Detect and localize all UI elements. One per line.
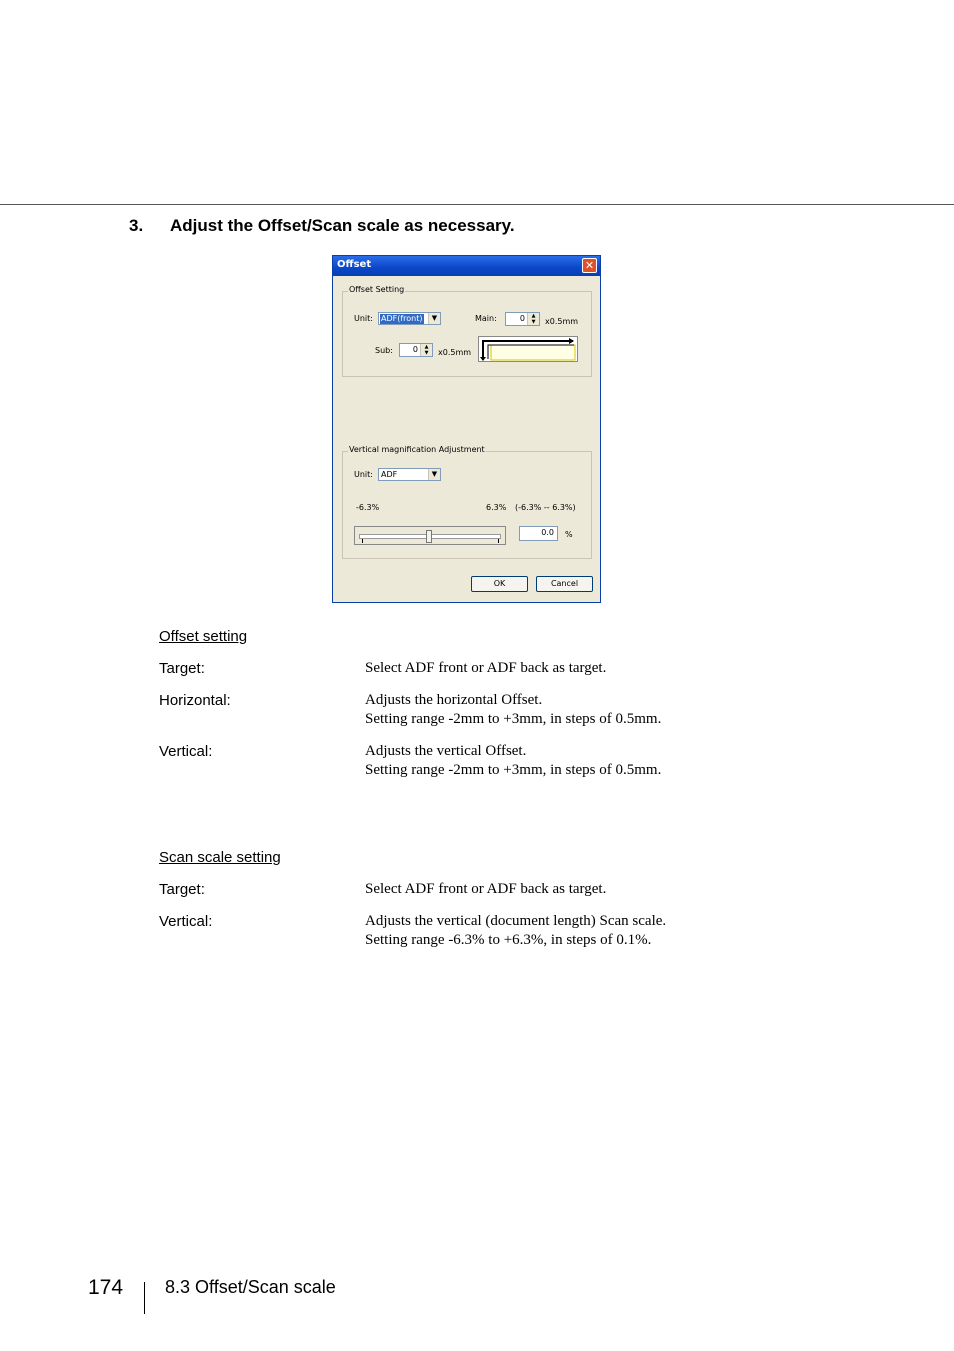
- vm-range-label: (-6.3% -- 6.3%): [515, 503, 576, 512]
- offset-dialog: [332, 255, 601, 603]
- offset-setting-group: [342, 291, 592, 377]
- header-rule: [0, 204, 954, 205]
- chevron-down-icon[interactable]: ▼: [428, 313, 440, 324]
- main-label: Main:: [475, 314, 497, 323]
- offset-vertical-desc: [365, 742, 661, 780]
- step-number: 3.: [129, 216, 144, 235]
- unit-label: Unit:: [354, 314, 373, 323]
- sub-label: Sub:: [375, 346, 393, 355]
- vm-max-label: 6.3%: [486, 503, 507, 512]
- desc-line: Setting range -2mm to +3mm, in steps of 0.5mm.: [365, 762, 662, 778]
- slider-tick: [362, 539, 363, 543]
- spinner-arrows-icon[interactable]: ▲ ▼: [527, 313, 539, 325]
- vm-unit-combo[interactable]: [378, 468, 441, 481]
- sub-unit: x0.5mm: [438, 348, 472, 357]
- dialog-titlebar: [333, 256, 600, 276]
- vm-slider[interactable]: [354, 526, 506, 545]
- vm-unit-combo-value: ADF: [381, 470, 398, 479]
- desc-line: Select ADF front or ADF back as target.: [365, 881, 607, 897]
- vm-value: 0.0: [541, 528, 554, 537]
- main-unit: x0.5mm: [545, 317, 579, 326]
- ok-button[interactable]: OK: [471, 576, 528, 592]
- sub-spinner[interactable]: [399, 343, 433, 357]
- scan-target-desc: [365, 880, 606, 899]
- desc-line: Select ADF front or ADF back as target.: [365, 660, 607, 676]
- main-spinner[interactable]: [505, 312, 540, 326]
- spinner-arrows-icon[interactable]: ▲ ▼: [420, 344, 432, 356]
- unit-combo-value: ADF(front): [381, 314, 423, 323]
- offset-setting-group-label: Offset Setting: [349, 285, 405, 294]
- offset-setting-heading: Offset setting: [159, 628, 248, 645]
- vm-min-label: -6.3%: [356, 503, 380, 512]
- footer-divider: [144, 1282, 145, 1314]
- scan-target-term: Target:: [159, 881, 205, 898]
- offset-horizontal-term: Horizontal:: [159, 692, 231, 709]
- sub-spinner-value: 0: [412, 345, 418, 354]
- close-button[interactable]: ✕: [582, 258, 597, 273]
- desc-line: Adjusts the vertical Offset.: [365, 743, 527, 759]
- slider-thumb[interactable]: [426, 530, 432, 543]
- chevron-down-icon[interactable]: ▼: [428, 469, 440, 480]
- offset-target-term: Target:: [159, 660, 205, 677]
- main-spinner-value: 0: [519, 314, 525, 323]
- offset-vertical-term: Vertical:: [159, 743, 213, 760]
- vm-unit-label: Unit:: [354, 470, 373, 479]
- scan-vertical-term: Vertical:: [159, 913, 213, 930]
- page-number: 174: [88, 1276, 124, 1299]
- scan-scale-heading: Scan scale setting: [159, 849, 281, 866]
- offset-horizontal-desc: [365, 691, 661, 729]
- footer-section-title: 8.3 Offset/Scan scale: [165, 1277, 336, 1297]
- slider-tick: [498, 539, 499, 543]
- dialog-title: Offset: [337, 259, 372, 270]
- desc-line: Adjusts the horizontal Offset.: [365, 692, 543, 708]
- step-text: Adjust the Offset/Scan scale as necessary.: [170, 216, 515, 235]
- cancel-button[interactable]: Cancel: [536, 576, 593, 592]
- unit-combo[interactable]: [378, 312, 441, 325]
- desc-line: Setting range -2mm to +3mm, in steps of 0.5mm.: [365, 711, 662, 727]
- step-heading: [129, 216, 515, 236]
- vertical-magnification-group-label: Vertical magnification Adjustment: [349, 445, 485, 454]
- vm-value-field[interactable]: [519, 526, 558, 541]
- vm-value-unit: %: [565, 530, 573, 539]
- offset-target-desc: [365, 659, 606, 678]
- scan-vertical-desc: [365, 912, 666, 950]
- offset-preview-icon: [478, 336, 578, 362]
- desc-line: Setting range -6.3% to +6.3%, in steps of 0.1%.: [365, 932, 652, 948]
- desc-line: Adjusts the vertical (document length) Scan scale.: [365, 913, 667, 929]
